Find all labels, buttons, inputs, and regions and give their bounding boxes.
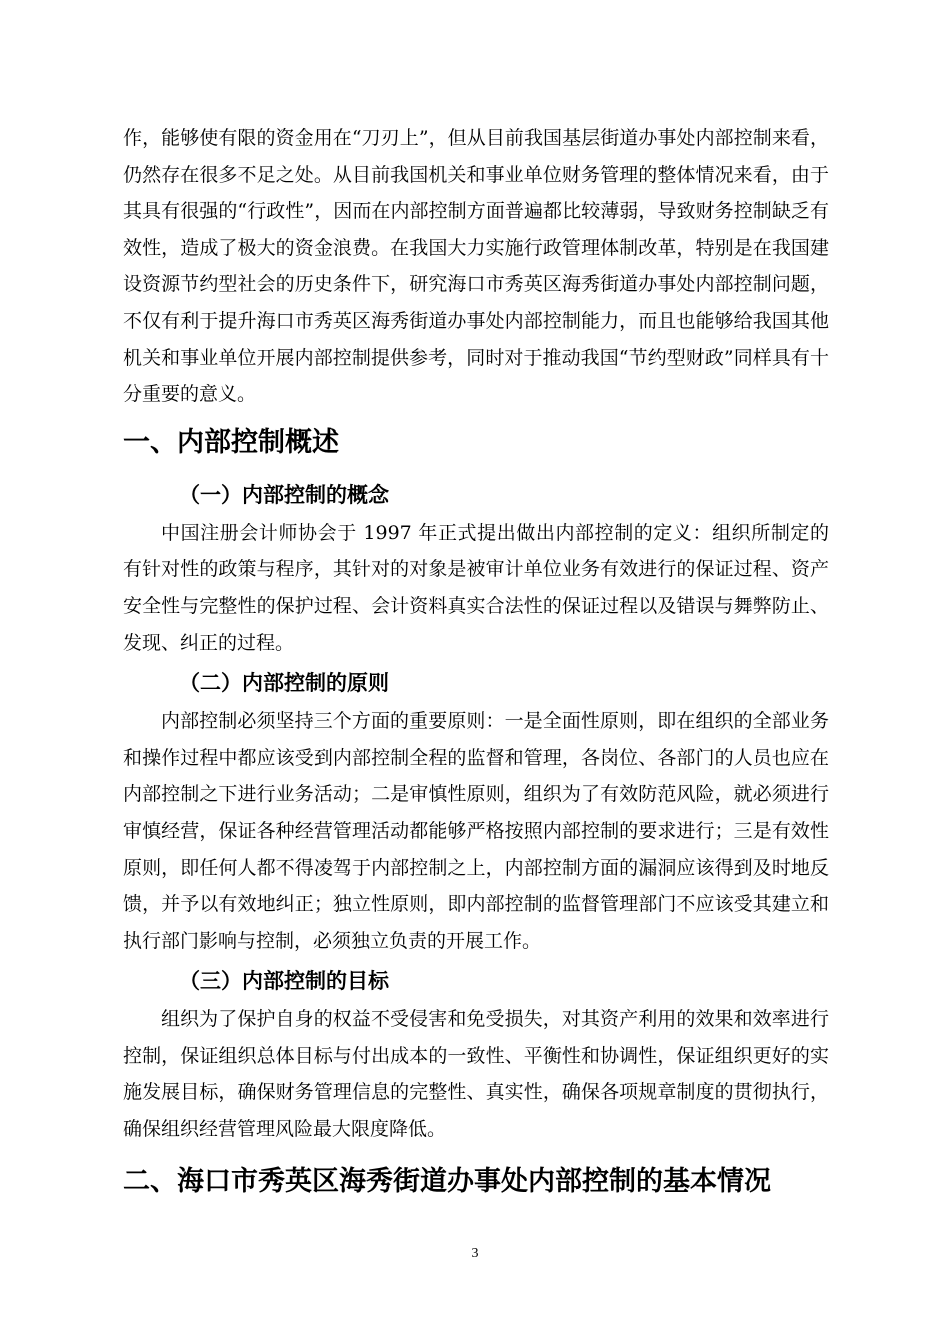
subsection-1-body: 中国注册会计师协会于 1997 年正式提出做出内部控制的定义：组织所制定的有针对性的政策与程序，其针对的对象是被审计单位业务有效进行的保证过程、资产安全性与完整性的保护过程、会计资料真实合法性的保证过程以及错误与舞弊防止、发现、纠正的过程。 bbox=[123, 521, 829, 654]
subsection-3-body: 组织为了保护自身的权益不受侵害和免受损失，对其资产利用的效果和效率进行控制，保证组织总体目标与付出成本的一致性、平衡性和协调性，保证组织更好的实施发展目标，确保财务管理信息的完整性、真实性，确保各项规章制度的贯彻执行，确保组织经营管理风险最大限度降低。 bbox=[123, 1008, 829, 1141]
subsection-1-heading: （一）内部控制的概念 bbox=[179, 482, 389, 507]
subsection-3-heading: （三）内部控制的目标 bbox=[179, 969, 389, 994]
page-content bbox=[123, 120, 829, 1214]
subsection-2-heading: （二）内部控制的原则 bbox=[179, 671, 389, 696]
section-1-heading: 一、内部控制概述 bbox=[123, 426, 339, 458]
subsection-2-body: 内部控制必须坚持三个方面的重要原则：一是全面性原则，即在组织的全部业务和操作过程中都应该受到内部控制全程的监督和管理，各岗位、各部门的人员也应在内部控制之下进行业务活动；二是审慎性原则，组织为了有效防范风险，就必须进行审慎经营，保证各种经营管理活动都能够严格按照内部控制的要求进行；三是有效性原则，即任何人都不得凌驾于内部控制之上，内部控制方面的漏洞应该得到及时地反馈，并予以有效地纠正；独立性原则，即内部控制的监督管理部门不应该受其建立和执行部门影响与控制，必须独立负责的开展工作。 bbox=[123, 710, 829, 952]
intro-paragraph: 作，能够使有限的资金用在“刀刃上”，但从目前我国基层街道办事处内部控制来看，仍然存在很多不足之处。从目前我国机关和事业单位财务管理的整体情况来看，由于其具有很强的“行政性”，因而在内部控制方面普遍都比较薄弱，导致财务控制缺乏有效性，造成了极大的资金浪费。在我国大力实施行政管理体制改革，特别是在我国建设资源节约型社会的历史条件下，研究海口市秀英区海秀街道办事处内部控制问题，不仅有利于提升海口市秀英区海秀街道办事处内部控制能力，而且也能够给我国其他机关和事业单位开展内部控制提供参考，同时对于推动我国“节约型财政”同样具有十分重要的意义。 bbox=[123, 127, 829, 406]
page-number: 3 bbox=[471, 1246, 479, 1261]
section-2-heading: 二、海口市秀英区海秀街道办事处内部控制的基本情况 bbox=[123, 1165, 771, 1197]
